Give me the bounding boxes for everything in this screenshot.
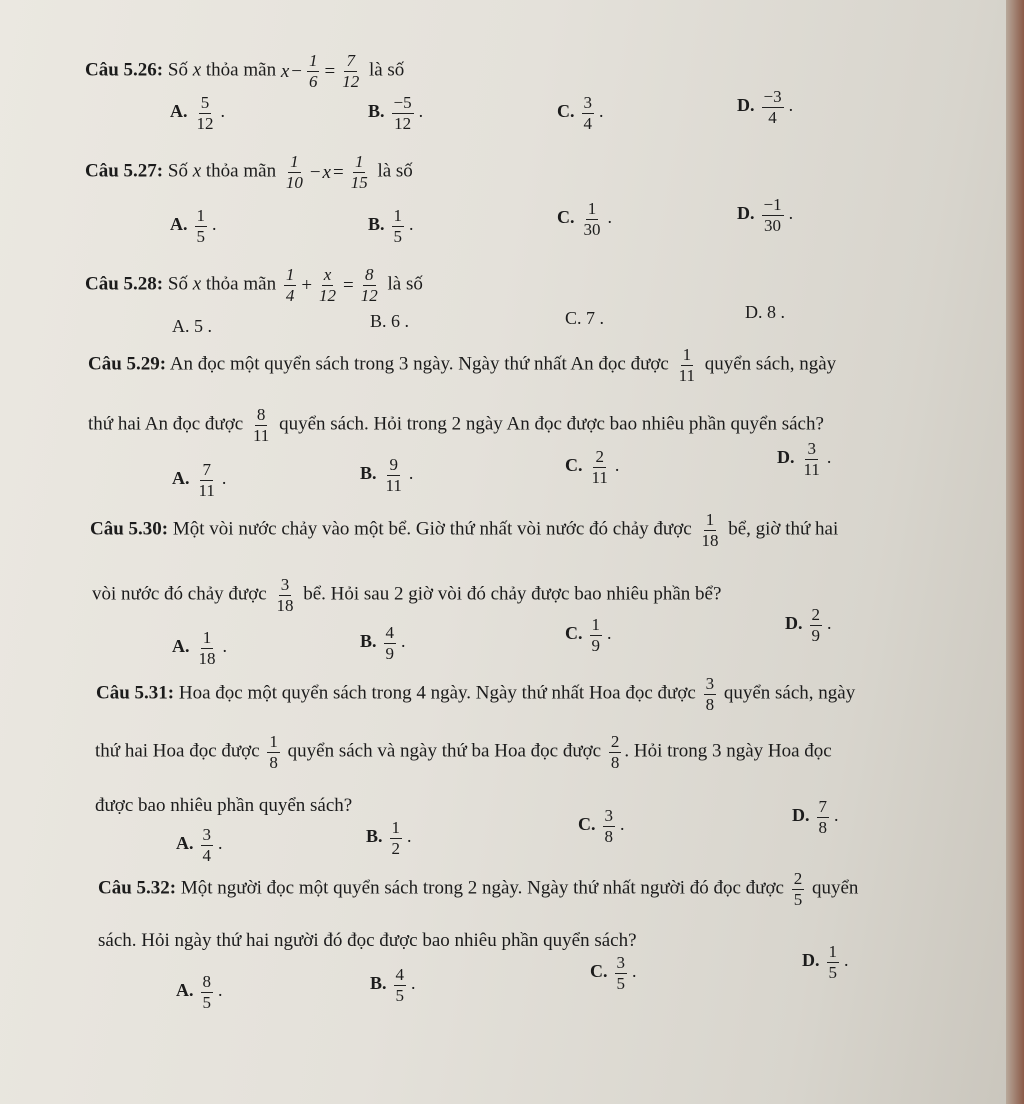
option-b[interactable]: B. $\frac{1}{2}$ . bbox=[366, 818, 412, 858]
option-d[interactable]: D. 8 . bbox=[745, 302, 785, 322]
question-number: Câu 5.27: bbox=[85, 160, 164, 182]
question-number: Câu 5.32: bbox=[98, 877, 177, 899]
option-a[interactable]: A. $\frac{1}{18}$ . bbox=[172, 628, 227, 668]
option-d[interactable]: D. $\frac{1}{5}$ . bbox=[802, 942, 849, 982]
option-c[interactable]: C. $\frac{1}{30}$ . bbox=[557, 199, 612, 239]
question-number: Câu 5.26: bbox=[85, 59, 164, 81]
option-a[interactable]: A. $\frac{5}{12}$ . bbox=[170, 93, 225, 133]
question-number: Câu 5.31: bbox=[96, 682, 175, 704]
option-b[interactable]: B. $\frac{9}{11}$ . bbox=[360, 455, 414, 495]
equation: $\frac{1}{4}$ + $\frac{x}{12}$ = $\frac{8}{12}$ bbox=[285, 265, 378, 305]
option-b[interactable]: B. $\frac{-5}{12}$ . bbox=[368, 93, 424, 133]
equation: $\frac{1}{10}$ − x = $\frac{1}{15}$ bbox=[285, 152, 368, 192]
option-a[interactable]: A. $\frac{7}{11}$ . bbox=[172, 460, 227, 500]
option-a[interactable]: A. $\frac{3}{4}$ . bbox=[176, 825, 223, 865]
question-5-32: Câu 5.32: Một người đọc một quyển sách trong 2 ngày. Ngày thứ nhất người đó đọc được $\frac{2}{5}$ quyển bbox=[98, 869, 859, 909]
option-c[interactable]: C. $\frac{3}{4}$ . bbox=[557, 93, 604, 133]
question-5-28: Câu 5.28: Số x thỏa mãn $\frac{1}{4}$ + $\frac{x}{12}$ = $\frac{8}{12}$ là số bbox=[85, 265, 423, 305]
option-a[interactable]: A. $\frac{1}{5}$ . bbox=[170, 206, 217, 246]
question-5-29: Câu 5.29: An đọc một quyển sách trong 3 ngày. Ngày thứ nhất An đọc được $\frac{1}{11}$ quyển sách, ngày bbox=[88, 345, 837, 385]
option-d[interactable]: D. $\frac{-1}{30}$ . bbox=[737, 195, 794, 235]
question-5-30: Câu 5.30: Một vòi nước chảy vào một bể. Giờ thứ nhất vòi nước đó chảy được $\frac{1}{18}$ bể, giờ thứ hai bbox=[90, 510, 839, 550]
question-5-32-line-2: sách. Hỏi ngày thứ hai người đó đọc được bao nhiêu phần quyển sách? bbox=[98, 930, 637, 951]
question-5-30-line-2: vòi nước đó chảy được $\frac{3}{18}$ bể. Hỏi sau 2 giờ vòi đó chảy được bao nhiêu phần bể? bbox=[92, 575, 722, 615]
option-d[interactable]: D. $\frac{2}{9}$ . bbox=[785, 605, 832, 645]
option-c[interactable]: C. $\frac{3}{5}$ . bbox=[590, 953, 637, 993]
option-d[interactable]: D. $\frac{-3}{4}$ . bbox=[737, 87, 794, 127]
question-number: Câu 5.30: bbox=[90, 518, 169, 540]
question-number: Câu 5.29: bbox=[88, 353, 167, 375]
option-c[interactable]: C. $\frac{3}{8}$ . bbox=[578, 806, 625, 846]
question-5-26: Câu 5.26: Số x thỏa mãn x − $\frac{1}{6}$ = $\frac{7}{12}$ là số bbox=[85, 51, 405, 91]
option-d[interactable]: D. $\frac{7}{8}$ . bbox=[792, 797, 839, 837]
question-5-31: Câu 5.31: Hoa đọc một quyển sách trong 4 ngày. Ngày thứ nhất Hoa đọc được $\frac{3}{8}$ quyển sách, ngày bbox=[96, 674, 856, 714]
option-a[interactable]: A. 5 . bbox=[172, 316, 212, 336]
option-c[interactable]: C. $\frac{1}{9}$ . bbox=[565, 615, 612, 655]
question-5-29-line-2: thứ hai An đọc được $\frac{8}{11}$ quyển sách. Hỏi trong 2 ngày An đọc được bao nhiêu phần quyển sách? bbox=[88, 405, 824, 445]
equation: x − $\frac{1}{6}$ = $\frac{7}{12}$ bbox=[280, 51, 360, 91]
question-5-27: Câu 5.27: Số x thỏa mãn $\frac{1}{10}$ − x = $\frac{1}{15}$ là số bbox=[85, 152, 413, 192]
option-b[interactable]: B. $\frac{4}{9}$ . bbox=[360, 623, 406, 663]
question-number: Câu 5.28: bbox=[85, 273, 164, 295]
question-5-31-line-3: được bao nhiêu phần quyển sách? bbox=[95, 795, 353, 816]
option-a[interactable]: A. $\frac{8}{5}$ . bbox=[176, 972, 223, 1012]
option-b[interactable]: B. $\frac{1}{5}$ . bbox=[368, 206, 414, 246]
question-5-31-line-2: thứ hai Hoa đọc được $\frac{1}{8}$ quyển sách và ngày thứ ba Hoa đọc được $\frac{2}{8}$ . Hỏi trong 3 ngày Hoa đọc bbox=[95, 732, 832, 772]
page-edge bbox=[1006, 0, 1024, 1104]
option-b[interactable]: B. $\frac{4}{5}$ . bbox=[370, 965, 416, 1005]
option-b[interactable]: B. 6 . bbox=[370, 311, 410, 331]
option-d[interactable]: D. $\frac{3}{11}$ . bbox=[777, 439, 832, 479]
option-c[interactable]: C. 7 . bbox=[565, 308, 605, 328]
option-c[interactable]: C. $\frac{2}{11}$ . bbox=[565, 447, 620, 487]
